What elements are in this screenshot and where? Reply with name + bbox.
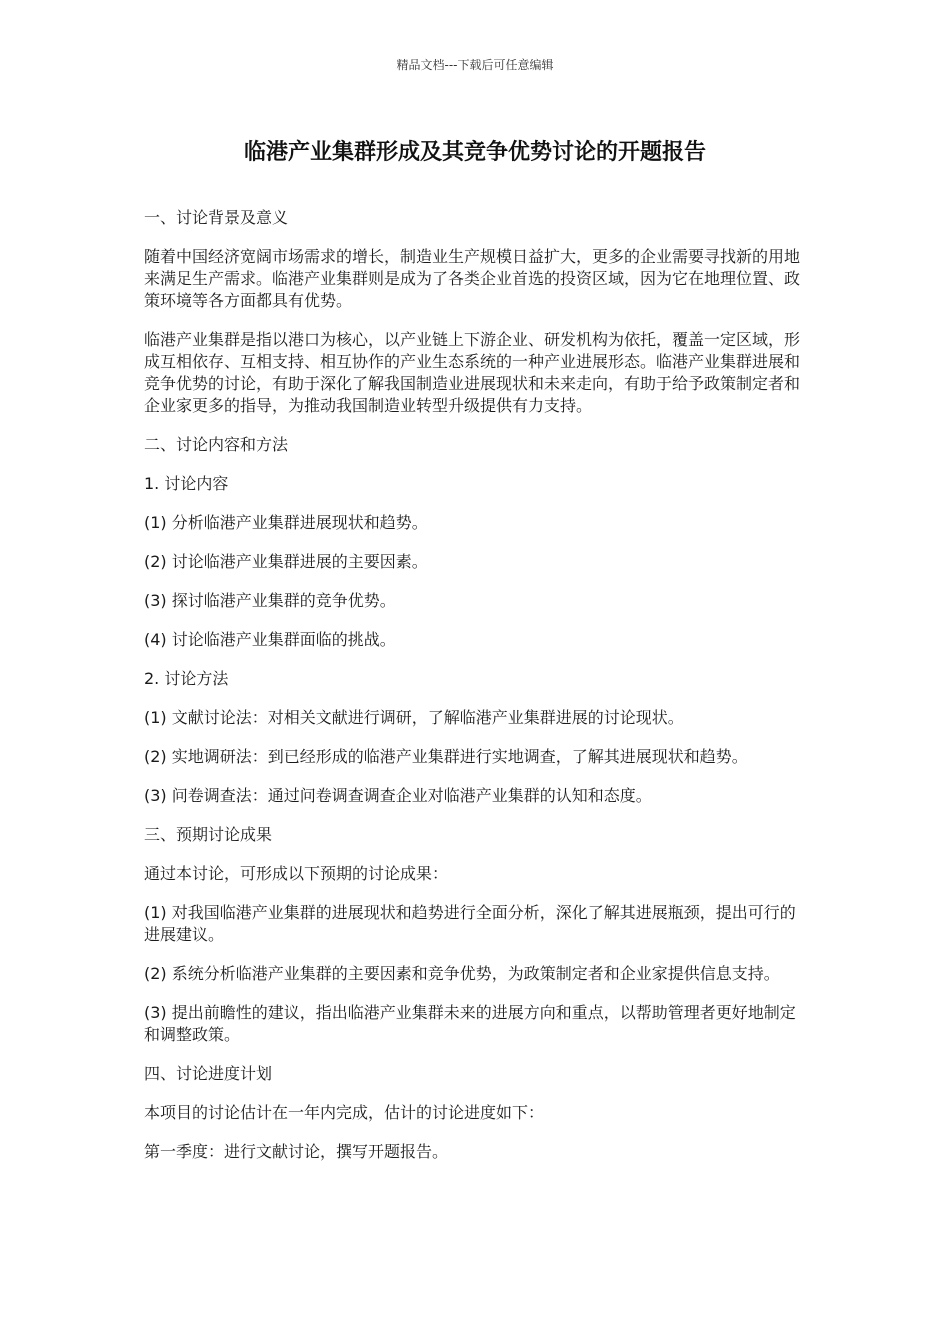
section-heading-schedule: 四、讨论进度计划 bbox=[144, 1064, 273, 1083]
section-heading-expected-results: 三、预期讨论成果 bbox=[144, 825, 273, 844]
document-title: 临港产业集群形成及其竞争优势讨论的开题报告 bbox=[243, 140, 706, 165]
paragraph-background-2: 临港产业集群是指以港口为核心，以产业链上下游企业、研发机构为依托，覆盖一定区域，形成互相依存、互相支持、相互协作的产业生态系统的一种产业进展形态。临港产业集群进展和竞争优势的讨论，有助于深化了解我国制造业进展现状和未来走向，有助于给予政策制定者和企业家更多的指导，为推动我国制造业转型升级提供有力支持。 bbox=[144, 330, 801, 415]
page-header-note: 精品文档---下载后可任意编辑 bbox=[396, 58, 554, 72]
method-item-3: (3) 问卷调查法：通过问卷调查调查企业对临港产业集群的认知和态度。 bbox=[144, 786, 652, 805]
paragraph-results-intro: 通过本讨论，可形成以下预期的讨论成果： bbox=[144, 864, 449, 883]
paragraph-background-1: 随着中国经济宽阔市场需求的增长，制造业生产规模日益扩大，更多的企业需要寻找新的用地来满足生产需求。临港产业集群则是成为了各类企业首选的投资区域，因为它在地理位置、政策环境等各方面都具有优势。 bbox=[144, 247, 801, 310]
subheading-content: 1. 讨论内容 bbox=[144, 474, 229, 493]
section-heading-background: 一、讨论背景及意义 bbox=[144, 208, 289, 227]
result-item-2: (2) 系统分析临港产业集群的主要因素和竞争优势，为政策制定者和企业家提供信息支持。 bbox=[144, 964, 780, 983]
subheading-methods: 2. 讨论方法 bbox=[144, 669, 229, 688]
document-body bbox=[144, 207, 808, 1180]
method-item-1: (1) 文献讨论法：对相关文献进行调研，了解临港产业集群进展的讨论现状。 bbox=[144, 708, 684, 727]
content-item-1: (1) 分析临港产业集群进展现状和趋势。 bbox=[144, 513, 428, 532]
result-item-1: (1) 对我国临港产业集群的进展现状和趋势进行全面分析，深化了解其进展瓶颈，提出可行的进展建议。 bbox=[144, 903, 796, 944]
content-item-4: (4) 讨论临港产业集群面临的挑战。 bbox=[144, 630, 396, 649]
result-item-3: (3) 提出前瞻性的建议，指出临港产业集群未来的进展方向和重点，以帮助管理者更好地制定和调整政策。 bbox=[144, 1003, 796, 1044]
content-item-2: (2) 讨论临港产业集群进展的主要因素。 bbox=[144, 552, 428, 571]
schedule-item-q1: 第一季度：进行文献讨论，撰写开题报告。 bbox=[144, 1142, 449, 1161]
paragraph-schedule-intro: 本项目的讨论估计在一年内完成，估计的讨论进度如下： bbox=[144, 1103, 545, 1122]
method-item-2: (2) 实地调研法：到已经形成的临港产业集群进行实地调查，了解其进展现状和趋势。 bbox=[144, 747, 748, 766]
section-heading-content-methods: 二、讨论内容和方法 bbox=[144, 435, 289, 454]
content-item-3: (3) 探讨临港产业集群的竞争优势。 bbox=[144, 591, 396, 610]
